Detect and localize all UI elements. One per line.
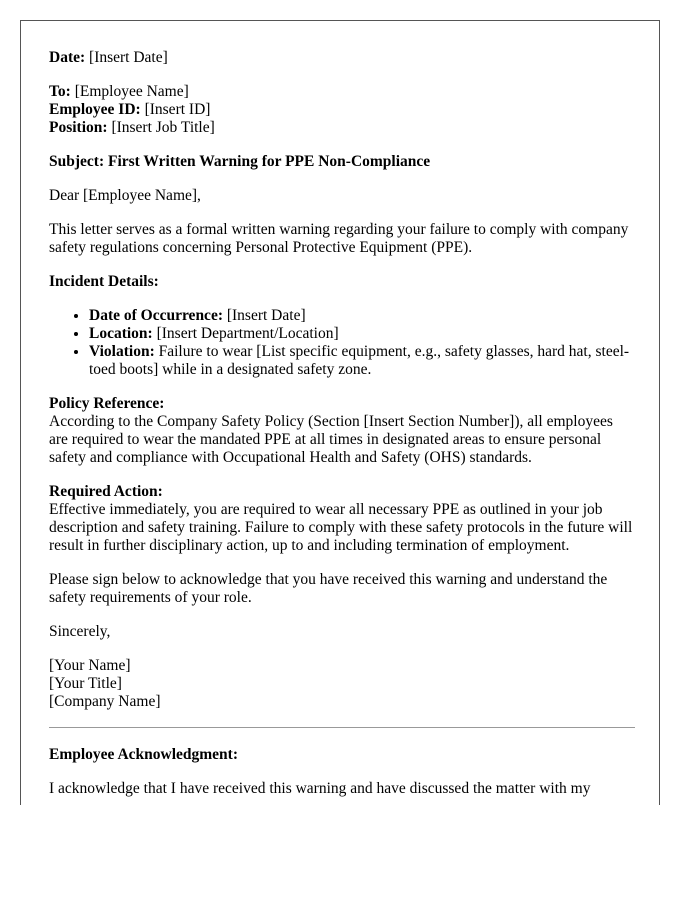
acknowledgment-text: I acknowledge that I have received this warning and have discussed the matter with my [49,780,591,797]
action-text: Effective immediately, you are required to wear all necessary PPE as outlined in your job description and safety training. Failure to comply with these safety protocols in the future will result in further disciplinary action, up to and including termination of employment. [49,501,633,554]
subject-text: Subject: First Written Warning for PPE Non-Compliance [49,153,431,170]
incident-heading-text: Incident Details: [49,273,159,290]
incident-item-value: [Insert Date] [222,307,306,324]
employee-id-value: [Insert ID] [140,101,211,118]
policy-text: According to the Company Safety Policy (Section [Insert Section Number]), all employees are required to wear the mandated PPE at all times in designated areas to ensure personal safety and compliance with Occupational Health and Safety (OHS) standards. [49,413,613,466]
signature-block [49,657,635,711]
letter-content [49,49,635,805]
employee-id-label: Employee ID: [49,101,141,118]
to-value: [Employee Name] [70,83,189,100]
signature-name: [Your Name] [49,657,131,674]
policy-heading-text: Policy Reference: [49,395,165,412]
incident-section [49,273,635,379]
recipient-block [49,83,635,137]
action-heading [49,483,635,501]
signature-title: [Your Title] [49,675,122,692]
incident-item-location [89,325,635,343]
to-label: To: [49,83,71,100]
intro-paragraph: This letter serves as a formal written warning regarding your failure to comply with company safety regulations concerning Personal Protective Equipment (PPE). [49,221,629,256]
date-line [49,49,635,67]
action-heading-text: Required Action: [49,483,163,500]
incident-item-value: Failure to wear [List specific equipment, e.g., safety glasses, hard hat, steel-toed boots] while in a designated safety zone. [89,343,630,378]
incident-item-label: Violation: [89,343,155,360]
letter-page [20,20,660,805]
acknowledgment-heading-text: Employee Acknowledgment: [49,746,239,763]
date-value: [Insert Date] [85,49,168,66]
signature-company: [Company Name] [49,693,161,710]
section-divider [49,727,635,728]
date-block [49,49,635,67]
incident-item-date [89,307,635,325]
position-value: [Insert Job Title] [107,119,215,136]
date-label: Date: [49,49,86,66]
subject-line [49,153,635,171]
to-line [49,83,635,101]
action-section [49,483,635,555]
acknowledgment-heading [49,746,635,764]
sign-request: Please sign below to acknowledge that you have received this warning and understand the safety requirements of your role. [49,571,608,606]
policy-section [49,395,635,467]
position-line [49,119,635,137]
incident-item-violation [89,343,635,379]
salutation: Dear [Employee Name], [49,187,201,204]
policy-heading [49,395,635,413]
position-label: Position: [49,119,108,136]
incident-item-value: [Insert Department/Location] [152,325,339,342]
incident-item-label: Location: [89,325,153,342]
employee-id-line [49,101,635,119]
incident-list [49,307,635,379]
closing: Sincerely, [49,623,111,640]
incident-item-label: Date of Occurrence: [89,307,223,324]
incident-heading [49,273,635,291]
